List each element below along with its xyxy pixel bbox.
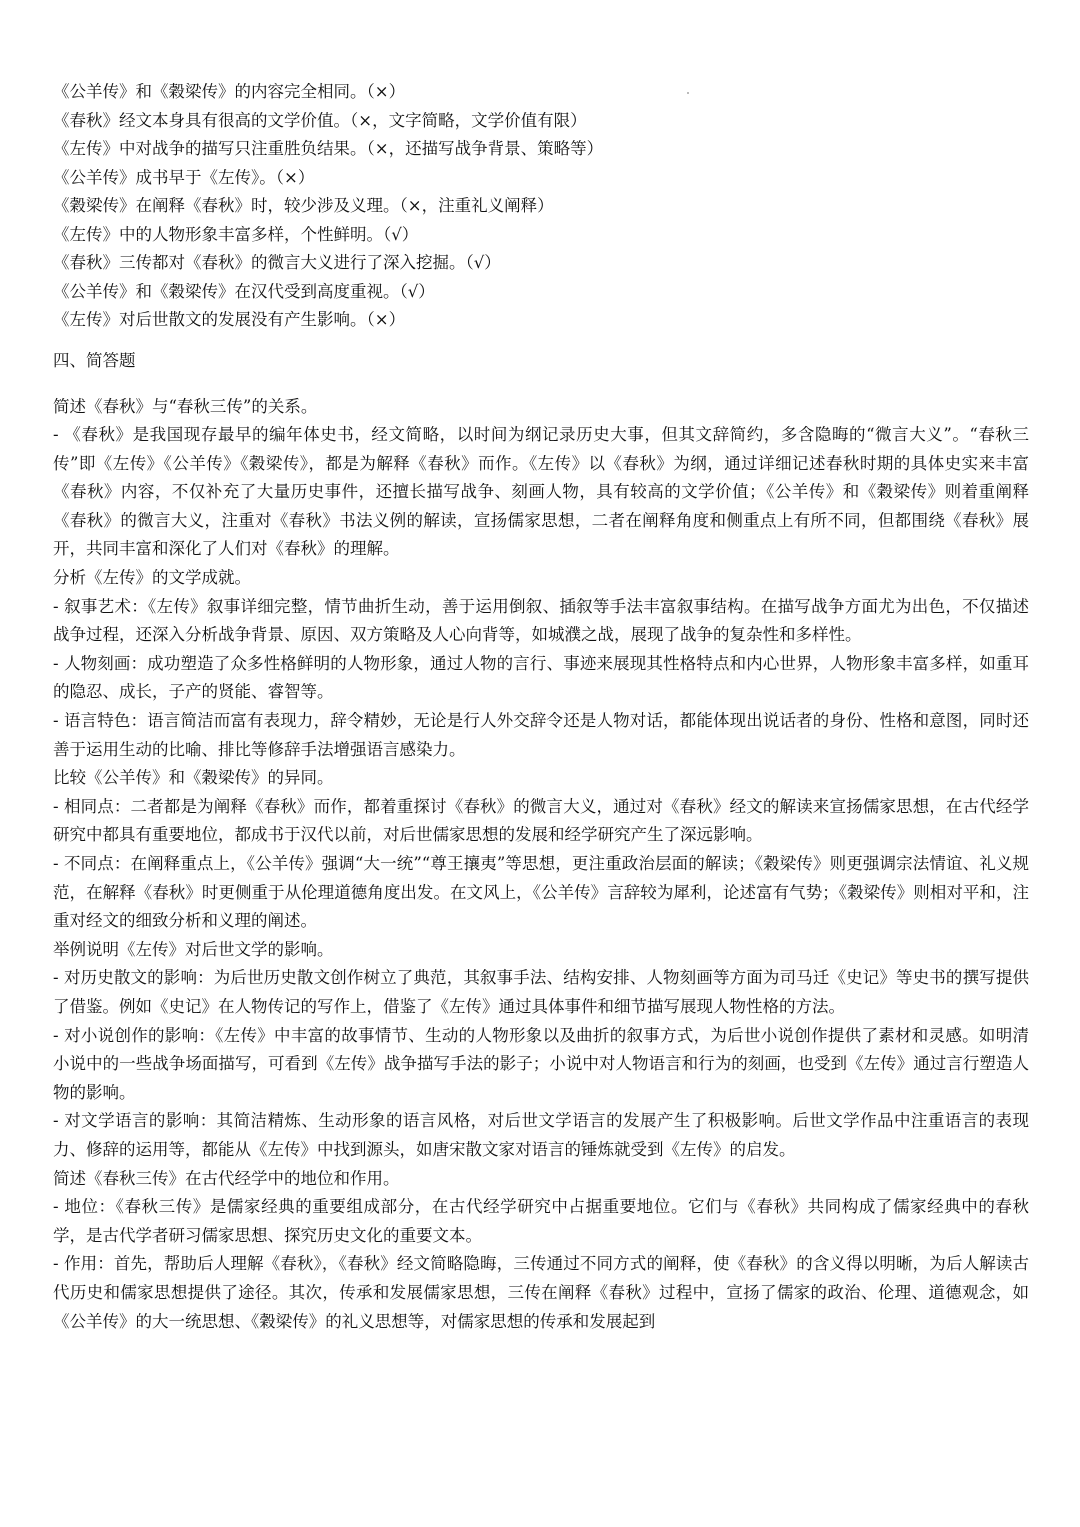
answer-paragraph: - 《春秋》是我国现存最早的编年体史书，经文简略，以时间为纲记录历史大事，但其文辞简约，多含隐晦的“微言大义”。“春秋三传”即《左传》《公羊传》《穀梁传》，都是为解释《春秋》而作。《左传》以《春秋》为纲，通过详细记述春秋时期的具体史实来丰富《春秋》内容，不仅补充了大量历史事件，还擅长描写战争、刻画人物，具有较高的文学价值；《公羊传》和《穀梁传》则着重阐释《春秋》的微言大义，注重对《春秋》书法义例的解读，宣扬儒家思想，二者在阐释角度和侧重点上有所不同，但都围绕《春秋》展开，共同丰富和深化了人们对《春秋》的理解。 — [53, 425, 1029, 559]
question-title: 简述《春秋》与“春秋三传”的关系。 — [53, 396, 318, 416]
answer-paragraph: - 地位：《春秋三传》是儒家经典的重要组成部分，在古代经学研究中占据重要地位。它们与《春秋》共同构成了儒家经典中的春秋学，是古代学者研习儒家思想、探究历史文化的重要文本。 — [53, 1197, 1029, 1245]
tf-item: 《春秋》经文本身具有很高的文学价值。（×，文字简略，文学价值有限） — [53, 110, 587, 130]
question-title: 分析《左传》的文学成就。 — [53, 568, 251, 588]
document-page — [53, 78, 1029, 1336]
tf-item: 《公羊传》和《穀梁传》的内容完全相同。（×） — [53, 82, 406, 101]
tf-item: 《穀梁传》在阐释《春秋》时，较少涉及义理。（×，注重礼义阐释） — [53, 196, 554, 215]
question-title: 比较《公羊传》和《穀梁传》的异同。 — [53, 768, 334, 788]
section-heading: 四、简答题 — [53, 350, 136, 370]
question-title: 简述《春秋三传》在古代经学中的地位和作用。 — [53, 1168, 400, 1188]
true-false-list — [53, 78, 1029, 335]
answer-paragraph: - 不同点：在阐释重点上，《公羊传》强调“大一统”“尊王攘夷”等思想，更注重政治层面的解读；《穀梁传》则更强调宗法情谊、礼义规范，在解释《春秋》时更侧重于从伦理道德角度出发。在文风上，《公羊传》言辞较为犀利，论述富有气势；《穀梁传》则相对平和，注重对经文的细致分析和义理的阐述。 — [53, 854, 1029, 931]
short-answer-section — [53, 393, 1029, 1337]
answer-paragraph: - 人物刻画：成功塑造了众多性格鲜明的人物形象，通过人物的言行、事迹来展现其性格特点和内心世界，人物形象丰富多样，如重耳的隐忍、成长，子产的贤能、睿智等。 — [53, 653, 1029, 702]
question-title: 举例说明《左传》对后世文学的影响。 — [53, 939, 334, 959]
answer-paragraph: - 相同点：二者都是为阐释《春秋》而作，都着重探讨《春秋》的微言大义，通过对《春秋》经文的解读来宣扬儒家思想，在古代经学研究中都具有重要地位，都成书于汉代以前，对后世儒家思想的发展和经学研究产生了深远影响。 — [53, 796, 1029, 845]
tf-item: 《春秋》三传都对《春秋》的微言大义进行了深入挖掘。（√） — [53, 253, 501, 272]
answer-paragraph: - 对文学语言的影响：其简洁精炼、生动形象的语言风格，对后世文学语言的发展产生了积极影响。后世文学作品中注重语言的表现力、修辞的运用等，都能从《左传》中找到源头，如唐宋散文家对语言的锤炼就受到《左传》的启发。 — [53, 1111, 1029, 1159]
answer-paragraph: - 语言特色：语言简洁而富有表现力，辞令精妙，无论是行人外交辞令还是人物对话，都能体现出说话者的身份、性格和意图，同时还善于运用生动的比喻、排比等修辞手法增强语言感染力。 — [53, 711, 1029, 759]
tf-item: 《左传》中的人物形象丰富多样，个性鲜明。（√） — [53, 224, 419, 244]
scan-speck — [687, 92, 689, 94]
answer-paragraph: - 叙事艺术：《左传》叙事详细完整，情节曲折生动，善于运用倒叙、插叙等手法丰富叙事结构。在描写战争方面尤为出色，不仅描述战争过程，还深入分析战争背景、原因、双方策略及人心向背等，如城濮之战，展现了战争的复杂性和多样性。 — [53, 596, 1029, 645]
tf-item: 《公羊传》和《穀梁传》在汉代受到高度重视。（√） — [53, 281, 435, 301]
answer-paragraph: - 对小说创作的影响：《左传》中丰富的故事情节、生动的人物形象以及曲折的叙事方式，为后世小说创作提供了素材和灵感。如明清小说中的一些战争场面描写，可看到《左传》战争描写手法的影子；小说中对人物语言和行为的刻画，也受到《左传》通过言行塑造人物的影响。 — [53, 1025, 1029, 1102]
tf-item: 《左传》中对战争的描写只注重胜负结果。（×，还描写战争背景、策略等） — [53, 139, 604, 158]
answer-paragraph: - 作用：首先，帮助后人理解《春秋》，《春秋》经文简略隐晦，三传通过不同方式的阐释，使《春秋》的含义得以明晰，为后人解读古代历史和儒家思想提供了途径。其次，传承和发展儒家思想，三传在阐释《春秋》过程中，宣扬了儒家的政治、伦理、道德观念，如《公羊传》的大一统思想、《穀梁传》的礼义思想等，对儒家思想的传承和发展起到 — [53, 1254, 1029, 1331]
tf-item: 《公羊传》成书早于《左传》。（×） — [53, 167, 315, 187]
answer-paragraph: - 对历史散文的影响：为后世历史散文创作树立了典范，其叙事手法、结构安排、人物刻画等方面为司马迁《史记》等史书的撰写提供了借鉴。例如《史记》在人物传记的写作上，借鉴了《左传》通过具体事件和细节描写展现人物性格的方法。 — [53, 968, 1029, 1016]
tf-item: 《左传》对后世散文的发展没有产生影响。（×） — [53, 310, 406, 329]
